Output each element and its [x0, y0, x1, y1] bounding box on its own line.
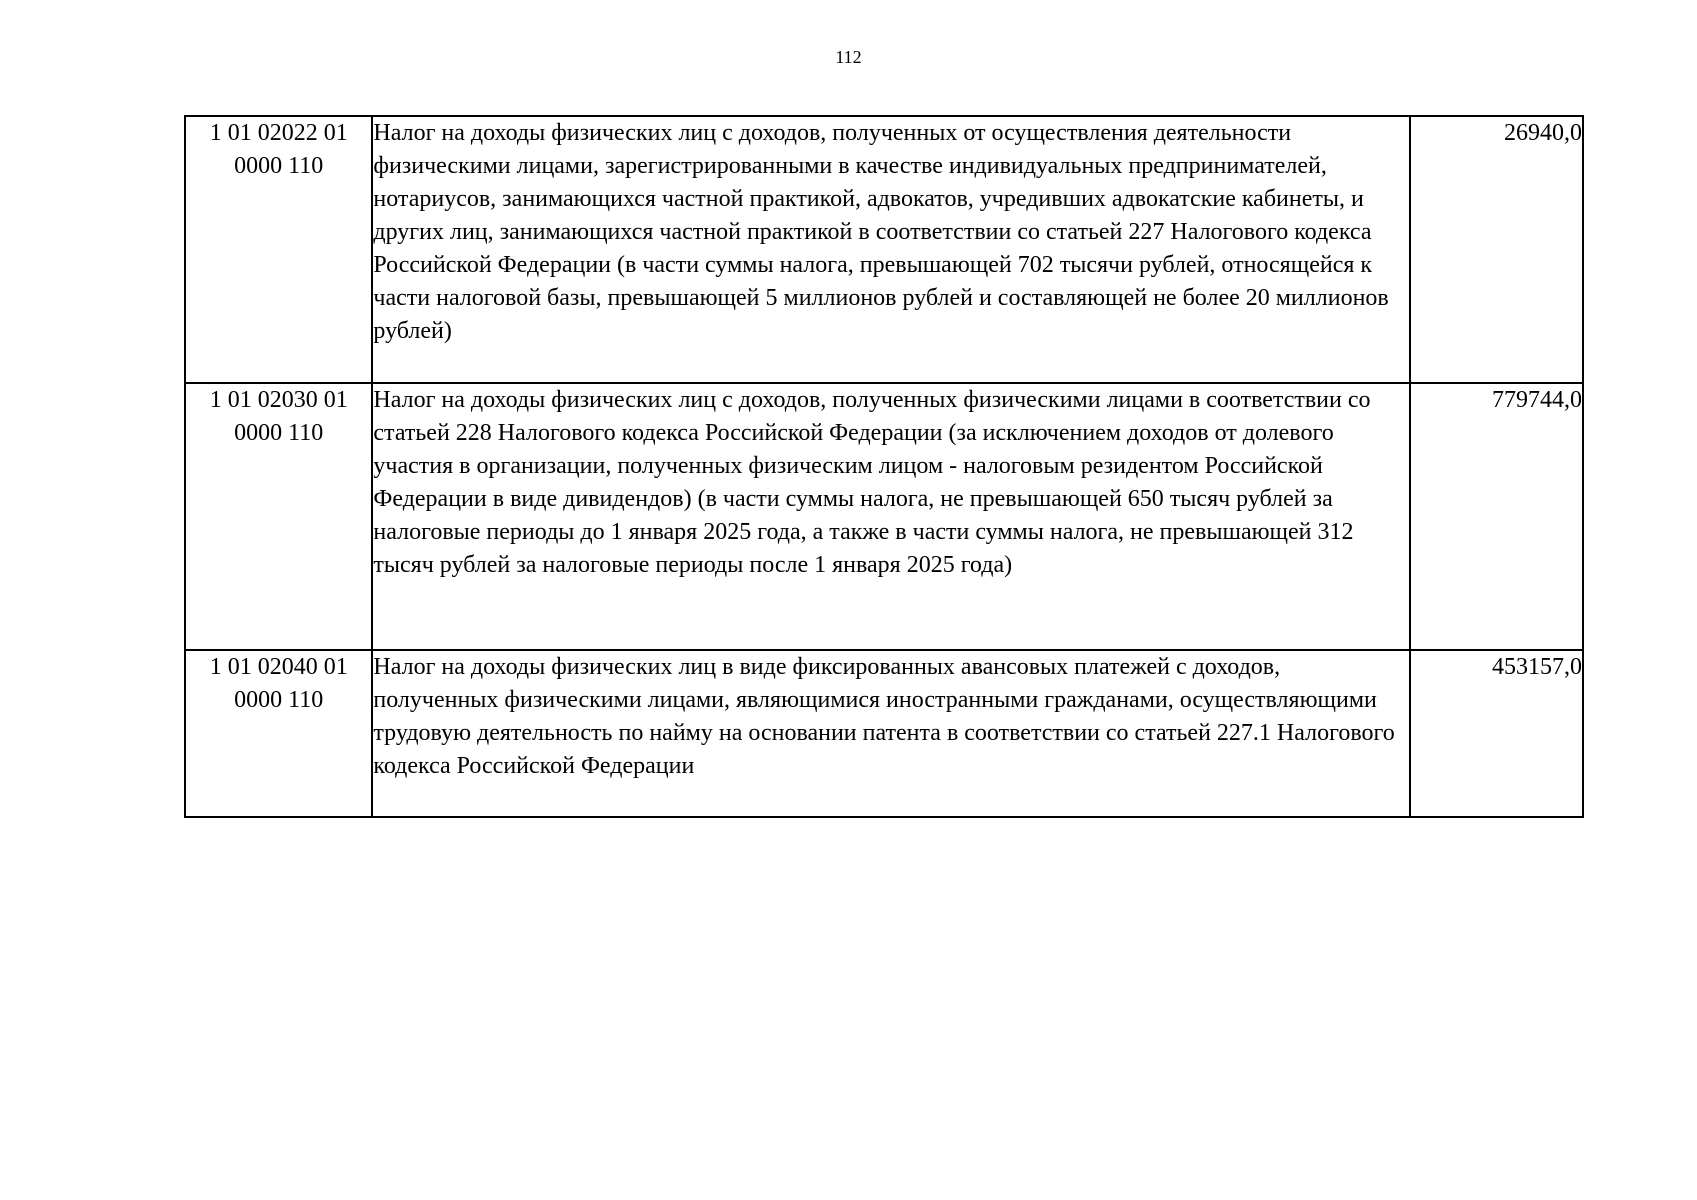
table-row: [185, 650, 1583, 817]
code-line: 1 01 02022 01: [209, 120, 348, 146]
budget-classification-code: [185, 116, 372, 383]
budget-classification-code: [185, 383, 372, 650]
revenue-amount: 453157,0: [1410, 650, 1583, 817]
revenue-name: Налог на доходы физических лиц с доходов, полученных от осуществления деятельности физическими лицами, зарегистрированными в качестве индивидуальных предпринимателей, нотариусов, занимающихся частной практикой, адвокатов, учредивших адвокатские кабинеты, и других лиц, занимающихся частной практикой в соответствии со статьей 227 Налогового кодекса Российской Федерации (в части суммы налога, превышающей 702 тысячи рублей, относящейся к части налоговой базы, превышающей 5 миллионов рублей и составляющей не более 20 миллионов рублей): [372, 116, 1409, 383]
code-line: 0000 110: [234, 153, 324, 179]
code-line: 1 01 02040 01: [209, 654, 348, 680]
revenue-name: Налог на доходы физических лиц с доходов, полученных физическими лицами в соответствии со статьей 228 Налогового кодекса Российской Федерации (за исключением доходов от долевого участия в организации, полученных физическим лицом - налоговым резидентом Российской Федерации в виде дивидендов) (в части суммы налога, не превышающей 650 тысяч рублей за налоговые периоды до 1 января 2025 года, а также в части суммы налога, не превышающей 312 тысяч рублей за налоговые периоды после 1 января 2025 года): [372, 383, 1409, 650]
code-line: 1 01 02030 01: [209, 387, 348, 413]
revenue-amount: 779744,0: [1410, 383, 1583, 650]
table-row: [185, 116, 1583, 383]
table-row: [185, 383, 1583, 650]
code-line: 0000 110: [234, 687, 324, 713]
page-number: 112: [835, 47, 862, 67]
revenue-name: Налог на доходы физических лиц в виде фиксированных авансовых платежей с доходов, полученных физическими лицами, являющимися иностранными гражданами, осуществляющими трудовую деятельность по найму на основании патента в соответствии со статьей 227.1 Налогового кодекса Российской Федерации: [372, 650, 1409, 817]
revenue-amount: 26940,0: [1410, 116, 1583, 383]
code-line: 0000 110: [234, 420, 324, 446]
budget-classification-code: [185, 650, 372, 817]
revenue-table: [184, 115, 1584, 818]
